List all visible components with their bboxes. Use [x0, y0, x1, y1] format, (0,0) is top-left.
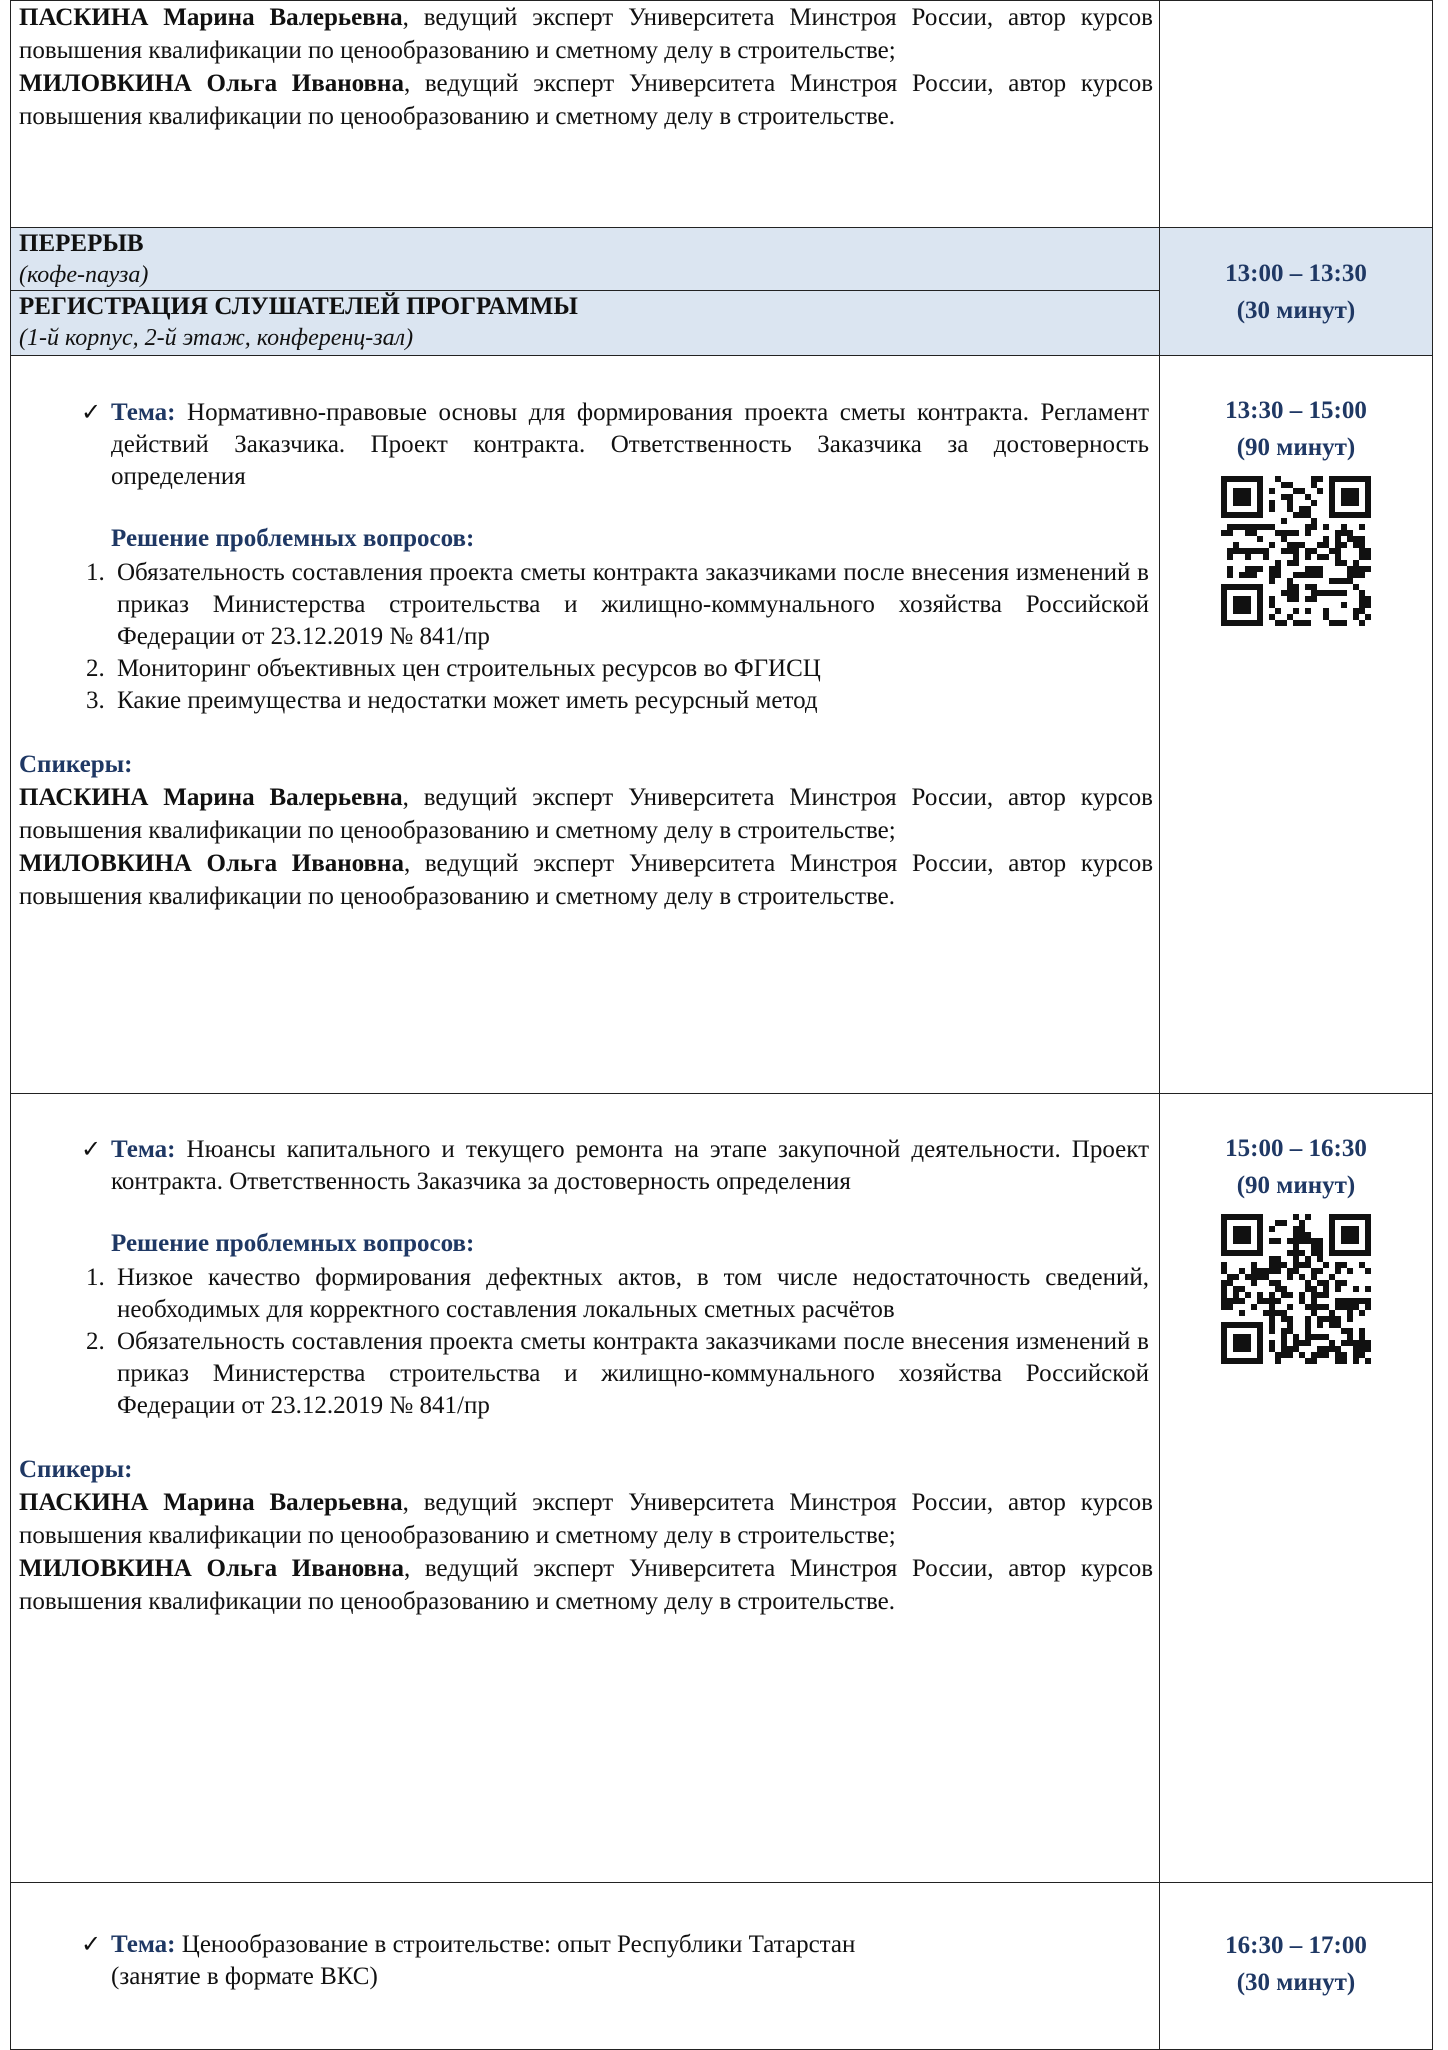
session-time: 13:30 – 15:00	[1225, 397, 1367, 424]
topic-text: Нюансы капитального и текущего ремонта на этапе закупочной деятельности. Проект контракта. Ответственность Заказчика за достоверность определения	[111, 1136, 1149, 1195]
session-time: 16:30 – 17:00	[1225, 1932, 1367, 1959]
session-duration: (90 минут)	[1236, 434, 1356, 461]
speaker-entry	[11, 67, 1159, 133]
speakers-heading: Спикеры:	[19, 1456, 133, 1483]
session-topic	[11, 397, 1159, 493]
problems-list	[11, 1262, 1149, 1422]
speaker-description: , ведущий эксперт Университета Минстроя России, автор курсов повышения квалификации по ценообразованию и сметному делу в строительстве;	[19, 1489, 1153, 1549]
qr-code-icon[interactable]	[1221, 1214, 1371, 1364]
session-row	[11, 1094, 1433, 1883]
speaker-name: ПАСКИНА Марина Валерьевна	[19, 1489, 403, 1516]
schedule-table	[10, 0, 1433, 2050]
speaker-name: ПАСКИНА Марина Валерьевна	[19, 4, 403, 31]
registration-title: РЕГИСТРАЦИЯ СЛУШАТЕЛЕЙ ПРОГРАММЫ	[19, 293, 578, 320]
speaker-entry	[11, 781, 1159, 847]
session-topic	[11, 1134, 1159, 1198]
speaker-name: МИЛОВКИНА Ольга Ивановна	[19, 850, 404, 877]
break-time: 13:00 – 13:30	[1225, 259, 1367, 287]
session-time: 15:00 – 16:30	[1225, 1135, 1367, 1162]
session-topic	[11, 1929, 1159, 1993]
checkmark-icon: ✓	[81, 1137, 102, 1163]
speaker-description: , ведущий эксперт Университета Минстроя России, автор курсов повышения квалификации по ценообразованию и сметному делу в строительстве;	[19, 784, 1153, 844]
speaker-entry	[11, 1486, 1159, 1552]
problems-heading: Решение проблемных вопросов:	[111, 525, 475, 552]
topic-label: Тема:	[111, 1931, 176, 1958]
problems-heading: Решение проблемных вопросов:	[111, 1230, 475, 1257]
speakers-continuation-row	[11, 1, 1433, 228]
speaker-entry	[11, 1, 1159, 67]
problem-item: 3. Какие преимущества и недостатки может иметь ресурсный метод	[111, 685, 1149, 717]
topic-label: Тема:	[111, 1136, 176, 1163]
speaker-entry	[11, 847, 1159, 913]
problems-list	[11, 557, 1149, 717]
speaker-description: , ведущий эксперт Университета Минстроя России, автор курсов повышения квалификации по ценообразованию и сметному делу в строительстве.	[19, 70, 1154, 130]
problem-item: 1. Обязательность составления проекта сметы контракта заказчиками после внесения изменений в приказ Министерства строительства и жилищно-коммунального хозяйства Российской Федерации от 23.12.2019 № 841/пр	[111, 557, 1149, 653]
checkmark-icon: ✓	[81, 400, 102, 426]
speaker-description: , ведущий эксперт Университета Минстроя России, автор курсов повышения квалификации по ценообразованию и сметному делу в строительстве.	[19, 850, 1154, 910]
problem-item: 2. Мониторинг объективных цен строительных ресурсов во ФГИСЦ	[111, 653, 1149, 685]
speaker-name: МИЛОВКИНА Ольга Ивановна	[19, 1555, 404, 1582]
break-subtitle: (кофе-пауза)	[19, 262, 149, 288]
session-duration: (30 минут)	[1236, 1969, 1356, 1996]
session-row	[11, 1883, 1433, 2050]
topic-text: Нормативно-правовые основы для формирования проекта сметы контракта. Регламент действий Заказчика. Проект контракта. Ответственность Заказчика за достоверность определения	[111, 399, 1149, 490]
topic-text: Ценообразование в строительстве: опыт Республики Татарстан	[175, 1931, 856, 1958]
break-title: ПЕРЕРЫВ	[19, 230, 144, 257]
speaker-name: МИЛОВКИНА Ольга Ивановна	[19, 70, 404, 97]
session-duration: (90 минут)	[1236, 1172, 1356, 1199]
checkmark-icon: ✓	[81, 1932, 102, 1958]
registration-place: (1-й корпус, 2-й этаж, конференц-зал)	[19, 325, 414, 351]
speaker-entry	[11, 1552, 1159, 1618]
speaker-name: ПАСКИНА Марина Валерьевна	[19, 784, 403, 811]
speaker-description: , ведущий эксперт Университета Минстроя России, автор курсов повышения квалификации по ценообразованию и сметному делу в строительстве.	[19, 1555, 1154, 1615]
problem-item: 1. Низкое качество формирования дефектных актов, в том числе недостаточность сведений, необходимых для корректного составления локальных сметных расчётов	[111, 1262, 1149, 1326]
break-duration: (30 минут)	[1236, 296, 1356, 324]
break-row	[11, 228, 1433, 291]
program-page	[10, 0, 1432, 1996]
qr-code-icon[interactable]	[1221, 476, 1371, 626]
speakers-heading: Спикеры:	[19, 751, 133, 778]
speaker-description: , ведущий эксперт Университета Минстроя России, автор курсов повышения квалификации по ценообразованию и сметному делу в строительстве;	[19, 4, 1153, 64]
problem-item: 2. Обязательность составления проекта сметы контракта заказчиками после внесения изменений в приказ Министерства строительства и жилищно-коммунального хозяйства Российской Федерации от 23.12.2019 № 841/пр	[111, 1326, 1149, 1422]
session-row	[11, 356, 1433, 1094]
topic-note: (занятие в формате ВКС)	[111, 1963, 378, 1990]
topic-label: Тема:	[111, 399, 176, 426]
